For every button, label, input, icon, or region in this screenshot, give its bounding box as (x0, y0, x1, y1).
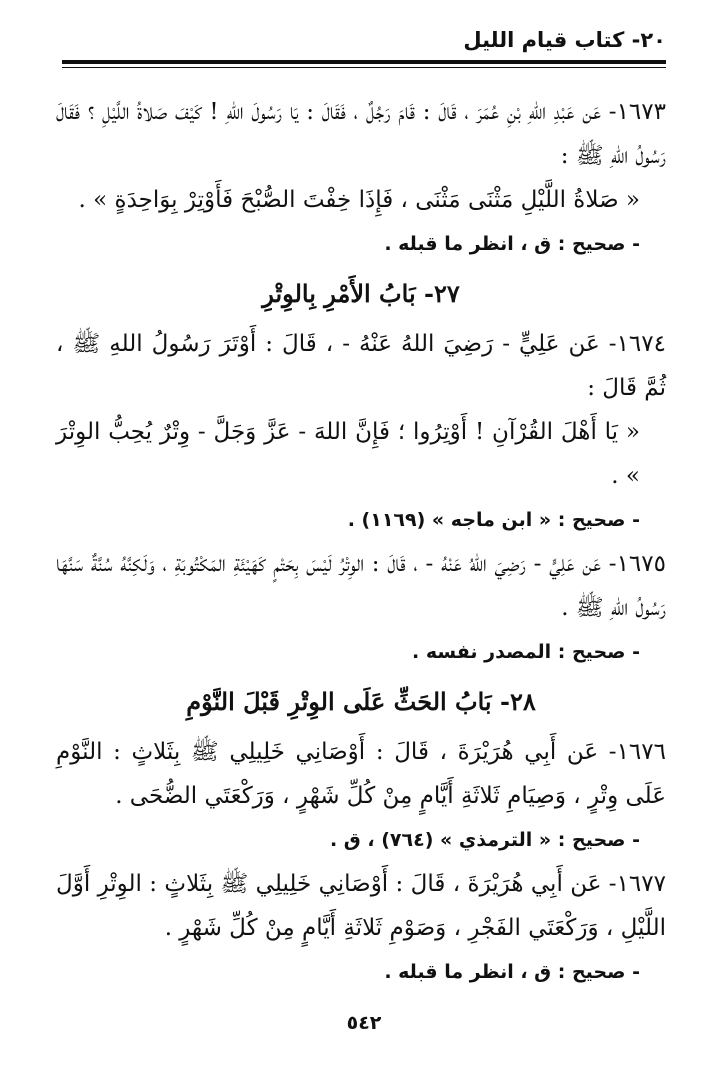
hadith-1674-quote: « يَا أَهْلَ القُرْآنِ ! أَوْتِرُوا ؛ فَإِنَّ اللهَ - عَزَّ وَجَلَّ - وِتْرٌ يُحِبُّ الوِتْرَ » . (56, 419, 640, 489)
hadith-1676: ١٦٧٦- عَن أَبِي هُرَيْرَةَ ، قَالَ : أَوْصَانِي خَلِيلِي ﷺ بِثَلاثٍ : النَّوْمِ عَلَى وِتْرٍ ، وَصِيَامِ ثَلاثَةِ أَيَّامٍ مِنْ كُلِّ شَهْرٍ ، وَرَكْعَتَي الضُّحَى . (56, 739, 666, 809)
hadith-1674-grade: - صحيح : « ابن ماجه » (١١٦٩) . (347, 509, 640, 531)
hadith-1677-grade: - صحيح : ق ، انظر ما قبله . (384, 961, 640, 983)
hadith-1677: ١٦٧٧- عَن أَبِي هُرَيْرَةَ ، قَالَ : أَوْصَانِي خَلِيلِي ﷺ بِثَلاثٍ : الوِتْرِ أَوَّلَ اللَّيْلِ ، وَرَكْعَتَي الفَجْرِ ، وَصَوْمِ ثَلاثَةِ أَيَّامٍ مِنْ كُلِّ شَهْرٍ . (56, 871, 666, 941)
hadith-1673-grade: - صحيح : ق ، انظر ما قبله . (384, 233, 640, 255)
header-rule-thin (62, 67, 666, 68)
hadith-1676-grade: - صحيح : « الترمذي » (٧٦٤) ، ق . (329, 829, 640, 851)
hadith-1673-quote: « صَلاةُ اللَّيْلِ مَثْنَى مَثْنَى ، فَإِذَا خِفْتَ الصُّبْحَ فَأَوْتِرْ بِوَاحِدَةٍ » . (78, 187, 640, 213)
page-body (56, 90, 666, 994)
hadith-1675-grade: - صحيح : المصدر نفسه . (412, 641, 640, 663)
chapter-heading-28: ٢٨- بَابُ الحَثِّ عَلَى الوِتْرِ قَبْلَ النَّوْمِ (186, 687, 536, 716)
page-number: ٥٤٢ (346, 1012, 382, 1034)
header-rule-thick (62, 60, 666, 64)
hadith-1673: ١٦٧٣- عَن عَبْدِ اللهِ بْنِ عُمَرَ ، قَالَ : قَامَ رَجُلٌ ، فَقَالَ : يَا رَسُولَ اللهِ ! كَيْفَ صَلاةُ اللَّيْلِ ؟ فَقَالَ رَسُولُ اللهِ ﷺ : (56, 99, 666, 169)
running-header: ٢٠- كتاب قيام الليل (463, 28, 666, 52)
hadith-1675: ١٦٧٥- عَن عَلِيٍّ - رَضِيَ اللهُ عَنْهُ - ، قَالَ : الوِتْرُ لَيْسَ بِحَتْمٍ كَهَيْئَةِ المَكْتُوبَةِ ، وَلَكِنَّهُ سُنَّةٌ سَنَّهَا رَسُولُ اللهِ ﷺ . (56, 551, 666, 621)
hadith-1674: ١٦٧٤- عَن عَلِيٍّ - رَضِيَ اللهُ عَنْهُ - ، قَالَ : أَوْتَرَ رَسُولُ اللهِ ﷺ ، ثُمَّ قَالَ : (56, 331, 666, 401)
chapter-heading-27: ٢٧- بَابُ الأَمْرِ بِالوِتْرِ (262, 279, 460, 308)
